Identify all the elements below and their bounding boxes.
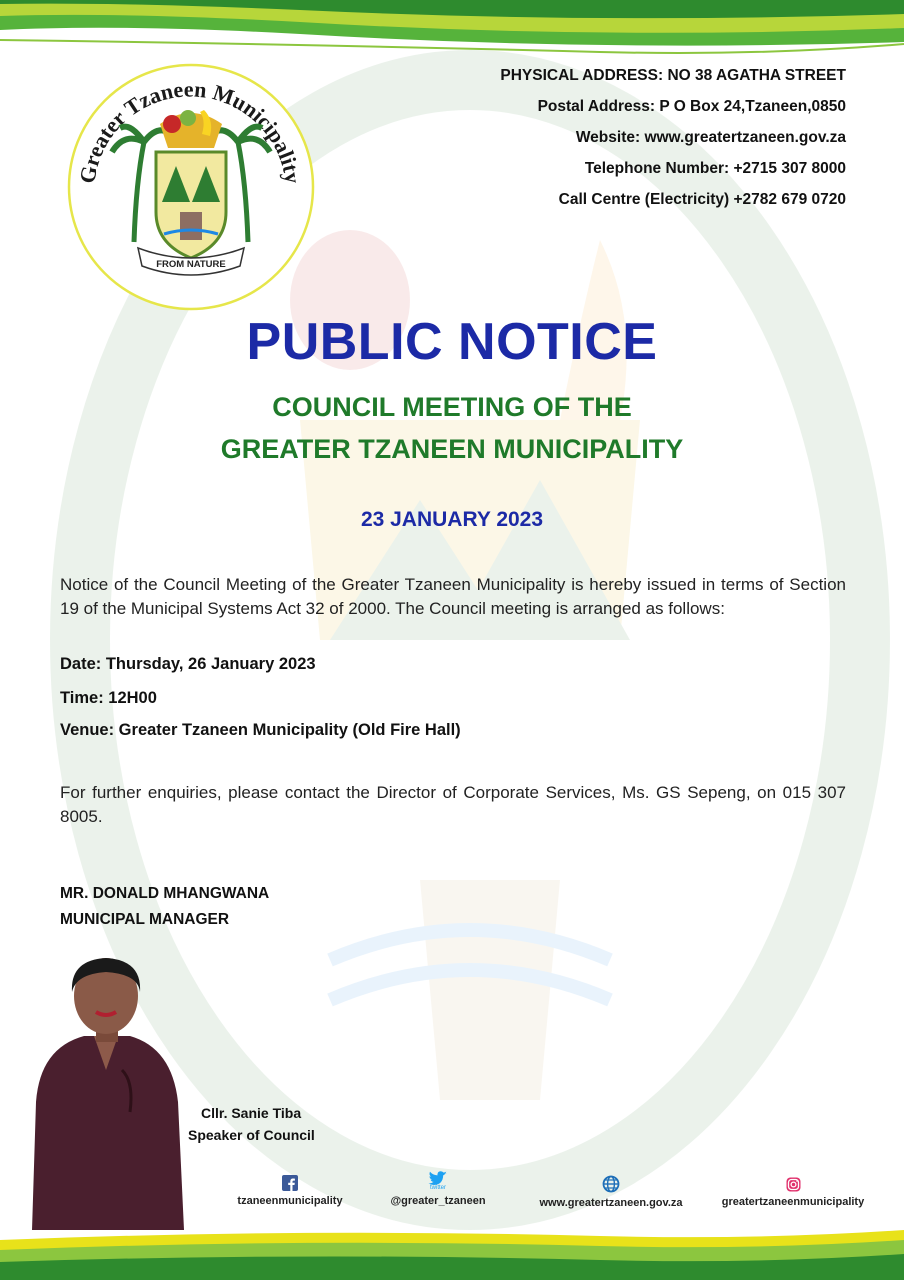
manager-title: MUNICIPAL MANAGER: [60, 911, 230, 928]
instagram-icon: [786, 1177, 801, 1192]
page-title: PUBLIC NOTICE: [246, 313, 658, 371]
social-instagram[interactable]: [718, 1177, 868, 1208]
speaker-photo: [26, 952, 188, 1230]
bottom-decorative-band: [0, 1222, 904, 1280]
speaker-title: Speaker of Council: [188, 1127, 315, 1143]
instagram-handle: greatertzaneenmunicipality: [721, 1196, 865, 1208]
globe-icon: [602, 1175, 620, 1193]
top-decorative-band: [0, 0, 904, 60]
social-twitter[interactable]: [384, 1171, 492, 1207]
contact-info: [500, 60, 846, 215]
logo-motto: FROM NATURE: [156, 259, 226, 270]
telephone-number: Telephone Number: +2715 307 8000: [584, 160, 846, 177]
municipality-logo: [64, 62, 318, 312]
twitter-icon: [427, 1171, 449, 1185]
twitter-handle: @greater_tzaneen: [390, 1195, 486, 1207]
meeting-venue: Venue: Greater Tzaneen Municipality (Old Fire Hall): [60, 721, 461, 739]
subtitle-line-1: COUNCIL MEETING OF THE: [272, 392, 632, 422]
website: Website: www.greatertzaneen.gov.za: [575, 129, 846, 146]
enquiries-paragraph: For further enquiries, please contact the Director of Corporate Services, Ms. GS Sepeng, on 015 307 8005.: [60, 783, 846, 826]
facebook-handle: tzaneenmunicipality: [237, 1195, 343, 1207]
subtitle-line-2: GREATER TZANEEN MUNICIPALITY: [220, 434, 684, 464]
postal-address: Postal Address: P O Box 24,Tzaneen,0850: [537, 98, 846, 115]
social-website[interactable]: [536, 1175, 686, 1209]
social-facebook[interactable]: [232, 1175, 348, 1207]
intro-paragraph: Notice of the Council Meeting of the Greater Tzaneen Municipality is hereby issued in terms of Section 19 of the Municipal Systems Act 32 of 2000. The Council meeting is arranged as follows:: [60, 575, 846, 618]
facebook-icon: [282, 1175, 298, 1191]
website-link: www.greatertzaneen.gov.za: [539, 1197, 683, 1209]
physical-address: PHYSICAL ADDRESS: NO 38 AGATHA STREET: [500, 67, 846, 84]
meeting-time: Time: 12H00: [60, 689, 157, 707]
twitter-caption: twitter: [429, 1185, 446, 1191]
manager-name: MR. DONALD MHANGWANA: [60, 885, 270, 902]
meeting-date: Date: Thursday, 26 January 2023: [60, 655, 316, 673]
notice-date: 23 JANUARY 2023: [360, 508, 544, 531]
speaker-name: Cllr. Sanie Tiba: [201, 1105, 302, 1121]
logo-ring-text: Greater Tzaneen Municipality: [74, 76, 306, 186]
call-centre-number: Call Centre (Electricity) +2782 679 0720: [558, 191, 846, 208]
